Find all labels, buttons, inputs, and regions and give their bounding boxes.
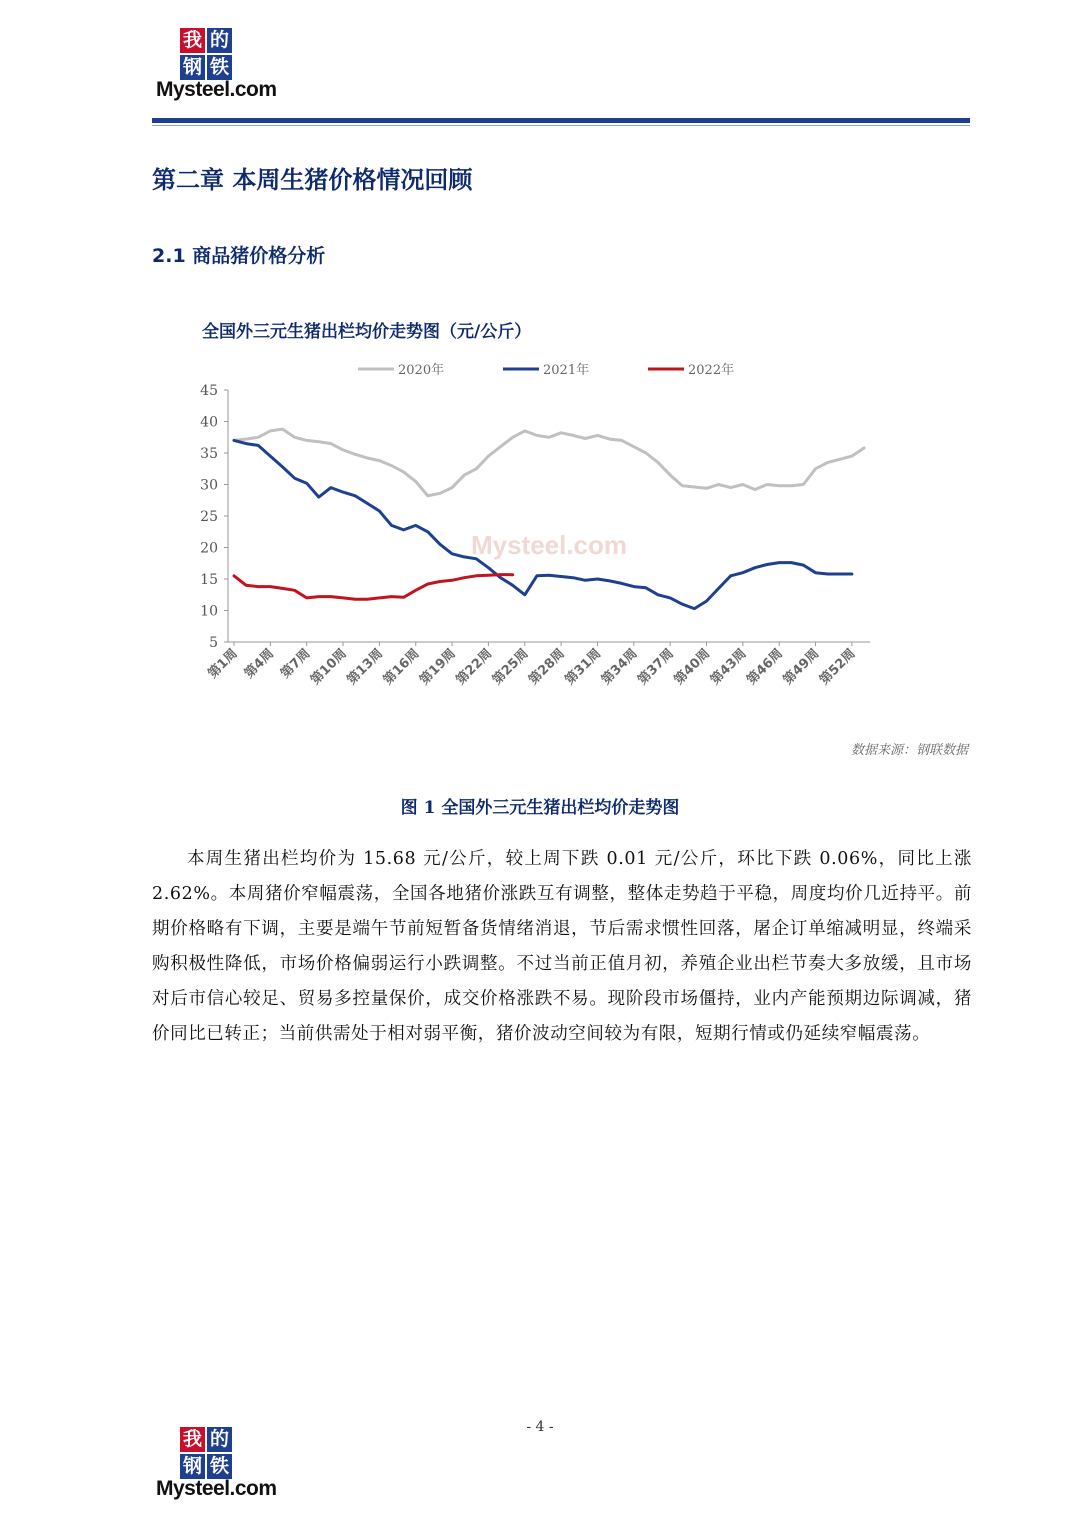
legend-label: 2022年 — [688, 363, 735, 378]
x-tick-label: 第22周 — [453, 646, 496, 689]
chart-title: 全国外三元生猪出栏均价走势图（元/公斤） — [202, 322, 532, 342]
x-tick-label: 第40周 — [671, 646, 714, 689]
logo-wordmark: Mysteel.com — [156, 78, 277, 101]
series-line-1 — [234, 440, 852, 608]
series-line-0 — [234, 429, 864, 496]
y-tick-label: 5 — [209, 635, 218, 651]
x-tick-label: 第10周 — [308, 646, 350, 689]
y-tick-label: 25 — [200, 509, 218, 525]
x-tick-label: 第7周 — [278, 646, 314, 682]
x-tick-label: 第19周 — [417, 646, 459, 689]
logo-char: 钢 — [180, 1454, 205, 1479]
price-line-chart — [180, 355, 900, 715]
y-tick-label: 30 — [200, 477, 218, 494]
page-number: - 4 - — [526, 1419, 554, 1435]
x-tick-label: 第13周 — [344, 646, 387, 689]
logo-char: 钢 — [180, 55, 205, 80]
logo-char: 的 — [207, 28, 232, 53]
chapter-title: 第二章 本周生猪价格情况回顾 — [152, 166, 473, 194]
logo-wordmark: Mysteel.com — [156, 1477, 277, 1500]
x-tick-label: 第28周 — [526, 646, 568, 689]
x-tick-label: 第43周 — [707, 646, 750, 689]
x-tick-label: 第4周 — [241, 646, 278, 682]
x-tick-label: 第1周 — [205, 646, 241, 682]
x-tick-label: 第31周 — [562, 646, 605, 689]
header-rule — [152, 118, 970, 123]
legend-label: 2020年 — [398, 363, 445, 378]
header-rule-thin — [152, 125, 970, 126]
footer-logo — [156, 1427, 286, 1507]
section-title: 2.1 商品猪价格分析 — [152, 245, 326, 267]
y-tick-label: 45 — [200, 383, 218, 399]
logo-tiles — [180, 1427, 232, 1479]
x-tick-label: 第46周 — [744, 646, 787, 689]
data-source: 数据来源：钢联数据 — [850, 743, 968, 758]
x-tick-label: 第52周 — [816, 646, 859, 689]
x-tick-label: 第25周 — [489, 646, 532, 689]
x-tick-label: 第37周 — [635, 646, 677, 689]
y-tick-label: 10 — [200, 603, 218, 620]
x-tick-label: 第16周 — [380, 646, 423, 689]
logo-char: 铁 — [207, 55, 232, 80]
logo-char: 铁 — [207, 1454, 232, 1479]
logo-char: 我 — [180, 28, 205, 53]
y-tick-label: 40 — [200, 414, 218, 431]
legend-label: 2021年 — [543, 363, 590, 378]
chart-watermark: Mysteel.com — [470, 529, 628, 560]
logo-char: 我 — [180, 1427, 205, 1452]
series-line-2 — [234, 575, 513, 600]
y-tick-label: 15 — [200, 572, 218, 588]
header-logo — [156, 28, 286, 108]
x-tick-label: 第49周 — [780, 646, 823, 689]
x-tick-label: 第34周 — [598, 646, 641, 689]
y-tick-label: 35 — [200, 446, 218, 462]
y-tick-label: 20 — [200, 540, 218, 557]
logo-char: 的 — [207, 1427, 232, 1452]
logo-tiles — [180, 28, 232, 80]
body-paragraph: 本周生猪出栏均价为 15.68 元/公斤，较上周下跌 0.01 元/公斤，环比下跌 0.06%，同比上涨 2.62%。本周猪价窄幅震荡，全国各地猪价涨跌互有调整，整体走势趋于平稳，周度均价几近持平。前期价格略有下调，主要是端午节前短暂备货情绪消退，节后需求惯性回落，屠企订单缩减明显，终端采购积极性降低，市场价格偏弱运行小跌调整。不过当前正值月初，养殖企业出栏节奏大多放缓，且市场对后市信心较足、贸易多控量保价，成交价格涨跌不易。现阶段市场僵持，业内产能预期边际调减，猪价同比已转正；当前供需处于相对弱平衡，猪价波动空间较为有限，短期行情或仍延续窄幅震荡。 — [152, 849, 972, 1044]
figure-caption: 图 1 全国外三元生猪出栏均价走势图 — [400, 798, 680, 818]
